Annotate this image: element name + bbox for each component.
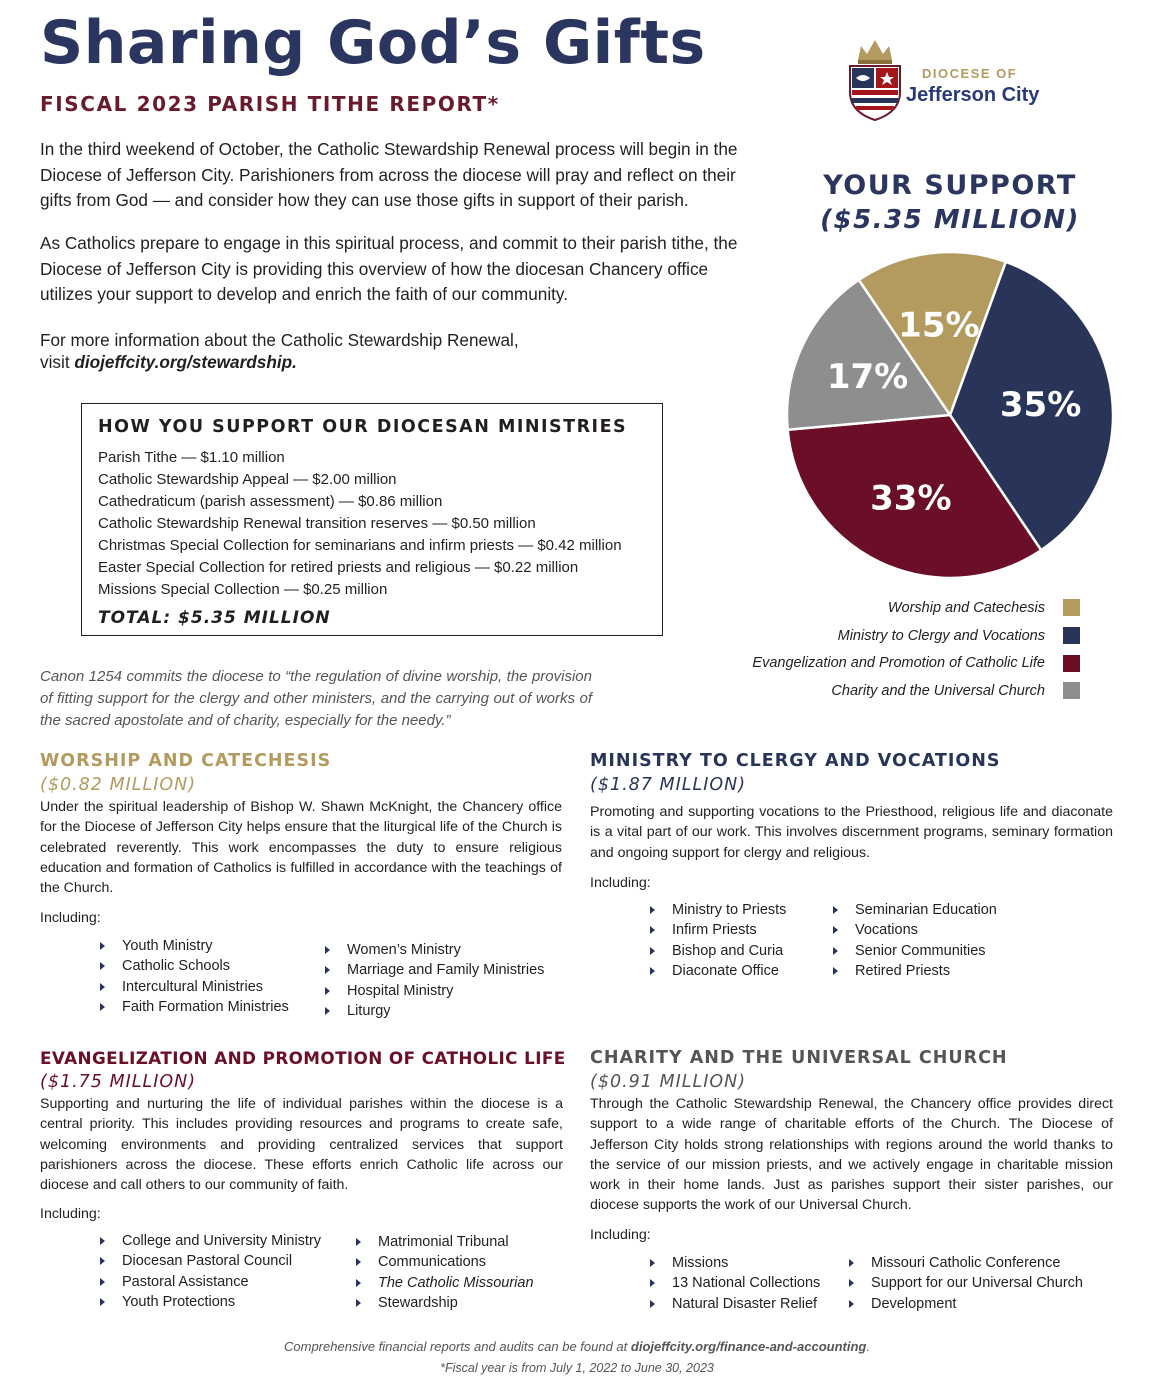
pie-label: 35%	[999, 384, 1082, 425]
footer-fiscal-note: *Fiscal year is from July 1, 2022 to June 30, 2023	[440, 1361, 714, 1375]
support-item: Missions Special Collection — $0.25 million	[98, 581, 388, 598]
legend-swatch	[1063, 655, 1080, 672]
pie-label: 17%	[826, 356, 909, 397]
support-item: Catholic Stewardship Appeal — $2.00 million	[98, 471, 397, 488]
bullet-arrow-icon	[325, 946, 330, 954]
chart-title: YOUR SUPPORT	[823, 170, 1077, 201]
legend-label: Worship and Catechesis	[887, 599, 1045, 616]
bullet-arrow-icon	[356, 1279, 361, 1287]
support-item: Catholic Stewardship Renewal transition reserves — $0.50 million	[98, 515, 536, 532]
list-item: Communications	[356, 1252, 534, 1272]
bullet-arrow-icon	[650, 1279, 655, 1287]
legend-swatch	[1063, 599, 1080, 616]
legend-entry	[690, 677, 1080, 705]
legend-label: Ministry to Clergy and Vocations	[837, 627, 1045, 644]
bullet-arrow-icon	[833, 967, 838, 975]
list-item: Youth Ministry	[100, 936, 289, 956]
bullet-arrow-icon	[356, 1258, 361, 1266]
page-subtitle: FISCAL 2023 PARISH TITHE REPORT*	[40, 92, 500, 116]
bullet-arrow-icon	[650, 906, 655, 914]
worship-including: Including:	[40, 910, 101, 926]
legend-label: Charity and the Universal Church	[831, 682, 1045, 699]
bullet-arrow-icon	[849, 1279, 854, 1287]
bullet-arrow-icon	[100, 942, 105, 950]
worship-list-col1	[100, 936, 289, 1017]
intro-paragraph-2: As Catholics prepare to engage in this spiritual process, and commit to their parish tithe, the Diocese of Jefferson City is providing this overview of how the diocesan Chancery office utilizes your support to develop and enrich the faith of our community.	[40, 233, 738, 304]
worship-amount: ($0.82 MILLION)	[40, 775, 197, 795]
support-box-title: HOW YOU SUPPORT OUR DIOCESAN MINISTRIES	[98, 417, 628, 437]
list-item: Seminarian Education	[833, 900, 997, 920]
bullet-arrow-icon	[100, 1257, 105, 1265]
coat-of-arms-icon	[846, 36, 904, 122]
list-item: Diaconate Office	[650, 961, 786, 981]
charity-list-col1	[650, 1253, 820, 1314]
list-item: Vocations	[833, 920, 997, 940]
list-item: Stewardship	[356, 1293, 534, 1313]
bullet-arrow-icon	[325, 987, 330, 995]
support-item: Cathedraticum (parish assessment) — $0.86 million	[98, 493, 443, 510]
bullet-arrow-icon	[100, 1003, 105, 1011]
list-item: Matrimonial Tribunal	[356, 1232, 534, 1252]
bullet-arrow-icon	[833, 926, 838, 934]
list-item: Hospital Ministry	[325, 981, 544, 1001]
charity-list-col2	[849, 1253, 1083, 1314]
clergy-body: Promoting and supporting vocations to the Priesthood, religious life and diaconate is a vital part of our work. This involves discernment programs, seminary formation and ongoing support for clergy and religious.	[590, 804, 1113, 861]
support-item: Easter Special Collection for retired priests and religious — $0.22 million	[98, 559, 579, 576]
bullet-arrow-icon	[650, 1300, 655, 1308]
charity-amount: ($0.91 MILLION)	[590, 1072, 747, 1092]
clergy-title: MINISTRY TO CLERGY AND VOCATIONS	[590, 751, 1001, 771]
intro-paragraph-3	[40, 329, 760, 373]
footer-reports-text: Comprehensive financial reports and audits can be found at	[284, 1339, 631, 1354]
intro-info-text: For more information about the Catholic Stewardship Renewal,	[40, 330, 519, 350]
legend-swatch	[1063, 627, 1080, 644]
legend-entry	[690, 594, 1080, 622]
bullet-arrow-icon	[100, 1278, 105, 1286]
bullet-arrow-icon	[100, 962, 105, 970]
list-item: Missouri Catholic Conference	[849, 1253, 1083, 1273]
bullet-arrow-icon	[849, 1300, 854, 1308]
legend-entry	[690, 622, 1080, 650]
support-pie-chart	[780, 250, 1130, 590]
charity-title: CHARITY AND THE UNIVERSAL CHURCH	[590, 1048, 1008, 1068]
evangelization-title: EVANGELIZATION AND PROMOTION OF CATHOLIC LIFE	[40, 1048, 566, 1068]
legend-swatch	[1063, 682, 1080, 699]
support-item: Parish Tithe — $1.10 million	[98, 449, 285, 466]
list-item: The Catholic Missourian	[356, 1273, 534, 1293]
clergy-amount: ($1.87 MILLION)	[590, 775, 747, 795]
bullet-arrow-icon	[650, 926, 655, 934]
bullet-arrow-icon	[650, 1259, 655, 1267]
bullet-arrow-icon	[650, 967, 655, 975]
evangelization-amount: ($1.75 MILLION)	[40, 1072, 197, 1092]
bullet-arrow-icon	[833, 947, 838, 955]
worship-list-col2	[325, 940, 544, 1021]
worship-body: Under the spiritual leadership of Bishop W. Shawn McKnight, the Chancery office for the Diocese of Jefferson City helps ensure that the liturgical life of the Church is celebrated reverently. This work encompasses the duty to ensure religious education and formation of Catholics is fulfilled in accordance with the teachings of the Church.	[40, 799, 562, 897]
footer-reports-note	[0, 1339, 1154, 1354]
bullet-arrow-icon	[356, 1299, 361, 1307]
bullet-arrow-icon	[100, 1237, 105, 1245]
footer-period: .	[866, 1339, 870, 1354]
evangelization-body: Supporting and nurturing the life of individual parishes within the diocese is a central priority. This includes providing resources and programs to create safe, welcoming environments and providing centralized services that support parishioners across the diocese. These efforts enrich Catholic life across our diocese and call others to our community of faith.	[40, 1096, 563, 1194]
list-item: Diocesan Pastoral Council	[100, 1251, 321, 1271]
list-item: Women’s Ministry	[325, 940, 544, 960]
list-item: Liturgy	[325, 1001, 544, 1021]
pie-label: 33%	[870, 478, 952, 519]
diocese-logo	[846, 36, 1046, 122]
list-item: 13 National Collections	[650, 1273, 820, 1293]
worship-title: WORSHIP AND CATECHESIS	[40, 751, 332, 771]
logo-line2: Jefferson City	[906, 84, 1040, 106]
pie-label: 15%	[898, 305, 980, 346]
clergy-list-col2	[833, 900, 997, 981]
chart-subtitle: ($5.35 MILLION)	[820, 205, 1080, 235]
list-item: Ministry to Priests	[650, 900, 786, 920]
list-item: Marriage and Family Ministries	[325, 960, 544, 980]
bullet-arrow-icon	[356, 1238, 361, 1246]
evangelization-list-col1	[100, 1231, 321, 1312]
clergy-list-col1	[650, 900, 786, 981]
list-item: Youth Protections	[100, 1292, 321, 1312]
list-item: Intercultural Ministries	[100, 977, 289, 997]
list-item: Retired Priests	[833, 961, 997, 981]
evangelization-list-col2	[356, 1232, 534, 1313]
legend-label: Evangelization and Promotion of Catholic Life	[752, 655, 1045, 672]
canon-quote: Canon 1254 commits the diocese to “the regulation of divine worship, the provision of fitting support for the clergy and other ministers, and the carrying out of works of the sacred apostolate and of charity, especially for the needy.”	[40, 668, 592, 729]
list-item: Pastoral Assistance	[100, 1272, 321, 1292]
chart-legend	[690, 594, 1080, 705]
bullet-arrow-icon	[849, 1259, 854, 1267]
list-item: Natural Disaster Relief	[650, 1294, 820, 1314]
finance-link[interactable]: diojeffcity.org/finance-and-accounting	[630, 1339, 867, 1354]
bullet-arrow-icon	[100, 1298, 105, 1306]
stewardship-link[interactable]: diojeffcity.org/stewardship.	[74, 352, 297, 372]
support-box	[81, 403, 663, 636]
list-item: Missions	[650, 1253, 820, 1273]
logo-line1: DIOCESE OF	[922, 66, 1018, 81]
support-total: TOTAL: $5.35 MILLION	[98, 608, 331, 628]
list-item: Infirm Priests	[650, 920, 786, 940]
list-item: Support for our Universal Church	[849, 1273, 1083, 1293]
page-title: Sharing God’s Gifts	[40, 8, 706, 78]
support-list	[98, 447, 622, 601]
intro-visit-text: visit	[40, 352, 75, 372]
bullet-arrow-icon	[100, 983, 105, 991]
list-item: Senior Communities	[833, 941, 997, 961]
charity-including: Including:	[590, 1227, 651, 1243]
bullet-arrow-icon	[325, 966, 330, 974]
intro-paragraph-1: In the third weekend of October, the Catholic Stewardship Renewal process will begin in the Diocese of Jefferson City. Parishioners from across the diocese will pray and reflect on their gifts from God — and consider how they can use those gifts in support of their parish.	[40, 139, 738, 210]
list-item: Catholic Schools	[100, 956, 289, 976]
clergy-including: Including:	[590, 875, 651, 891]
list-item: Faith Formation Ministries	[100, 997, 289, 1017]
charity-body: Through the Catholic Stewardship Renewal, the Chancery office provides direct support to a wide range of charitable efforts of the Church. The Diocese of Jefferson City holds strong relationships with regions around the world thanks to the service of our mission priests, and we actively engage in charitable mission work in their home lands. Just as parishes support their sister parishes, our diocese supports the work of our Universal Church.	[590, 1096, 1113, 1214]
evangelization-including: Including:	[40, 1206, 101, 1222]
list-item: Bishop and Curia	[650, 941, 786, 961]
support-item: Christmas Special Collection for seminarians and infirm priests — $0.42 million	[98, 537, 622, 554]
legend-entry	[690, 649, 1080, 677]
list-item: Development	[849, 1294, 1083, 1314]
bullet-arrow-icon	[325, 1007, 330, 1015]
bullet-arrow-icon	[833, 906, 838, 914]
bullet-arrow-icon	[650, 947, 655, 955]
list-item: College and University Ministry	[100, 1231, 321, 1251]
